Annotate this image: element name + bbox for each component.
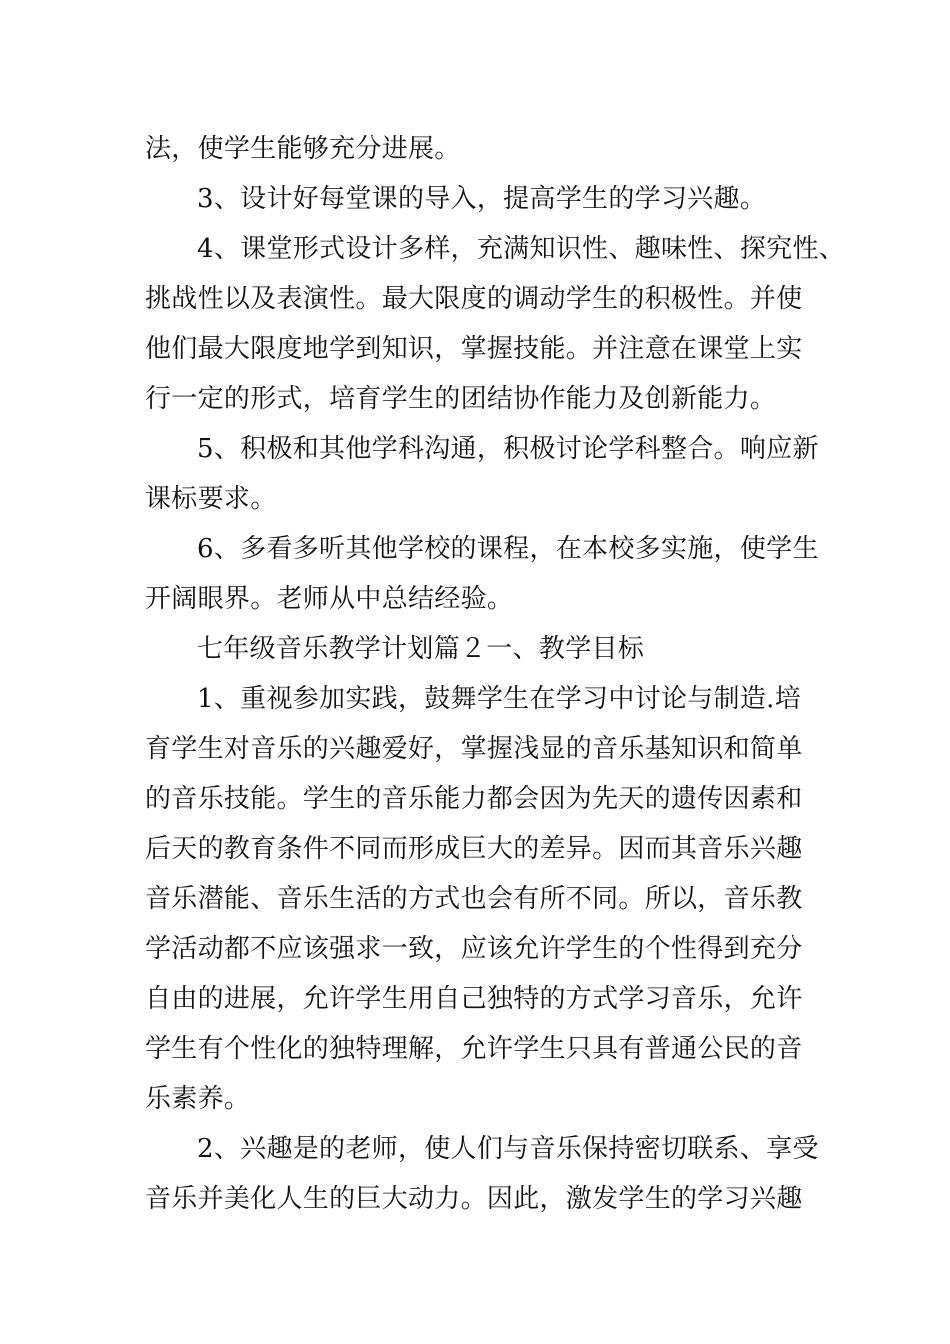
text-line: 2、兴趣是的老师，使人们与音乐保持密切联系、享受 bbox=[197, 1134, 819, 1164]
text-line: 的音乐技能。学生的音乐能力都会因为先天的遗传因素和 bbox=[145, 784, 803, 814]
text-line: 挑战性以及表演性。最大限度的调动学生的积极性。并使 bbox=[145, 284, 803, 314]
text-line: 他们最大限度地学到知识，掌握技能。并注意在课堂上实 bbox=[145, 334, 803, 364]
section-heading: 七年级音乐教学计划篇２一、教学目标 bbox=[197, 634, 645, 664]
text-line: 开阔眼界。老师从中总结经验。 bbox=[145, 584, 514, 614]
text-line: 音乐并美化人生的巨大动力。因此，激发学生的学习兴趣 bbox=[145, 1184, 803, 1214]
text-line: 4、课堂形式设计多样，充满知识性、趣味性、探究性、 bbox=[197, 234, 846, 264]
text-line: 1、重视参加实践，鼓舞学生在学习中讨论与制造.培 bbox=[197, 684, 802, 714]
text-line: 6、多看多听其他学校的课程，在本校多实施，使学生 bbox=[197, 534, 819, 564]
text-line: 学生有个性化的独特理解，允许学生只具有普通公民的音 bbox=[145, 1034, 803, 1064]
text-line: 自由的进展，允许学生用自己独特的方式学习音乐，允许 bbox=[145, 984, 803, 1014]
text-line: 课标要求。 bbox=[145, 484, 277, 514]
text-line: 学活动都不应该强求一致，应该允许学生的个性得到充分 bbox=[145, 934, 803, 964]
text-line: 3、设计好每堂课的导入，提高学生的学习兴趣。 bbox=[197, 184, 767, 214]
text-line: 后天的教育条件不同而形成巨大的差异。因而其音乐兴趣 bbox=[145, 834, 803, 864]
text-line: 法，使学生能够充分进展。 bbox=[145, 134, 461, 164]
text-line: 音乐潜能、音乐生活的方式也会有所不同。所以，音乐教 bbox=[145, 884, 803, 914]
text-line: 育学生对音乐的兴趣爱好，掌握浅显的音乐基知识和简单 bbox=[145, 734, 803, 764]
text-line: 5、积极和其他学科沟通，积极讨论学科整合。响应新 bbox=[197, 434, 819, 464]
text-line: 乐素养。 bbox=[145, 1084, 251, 1114]
text-line: 行一定的形式，培育学生的团结协作能力及创新能力。 bbox=[145, 384, 777, 414]
